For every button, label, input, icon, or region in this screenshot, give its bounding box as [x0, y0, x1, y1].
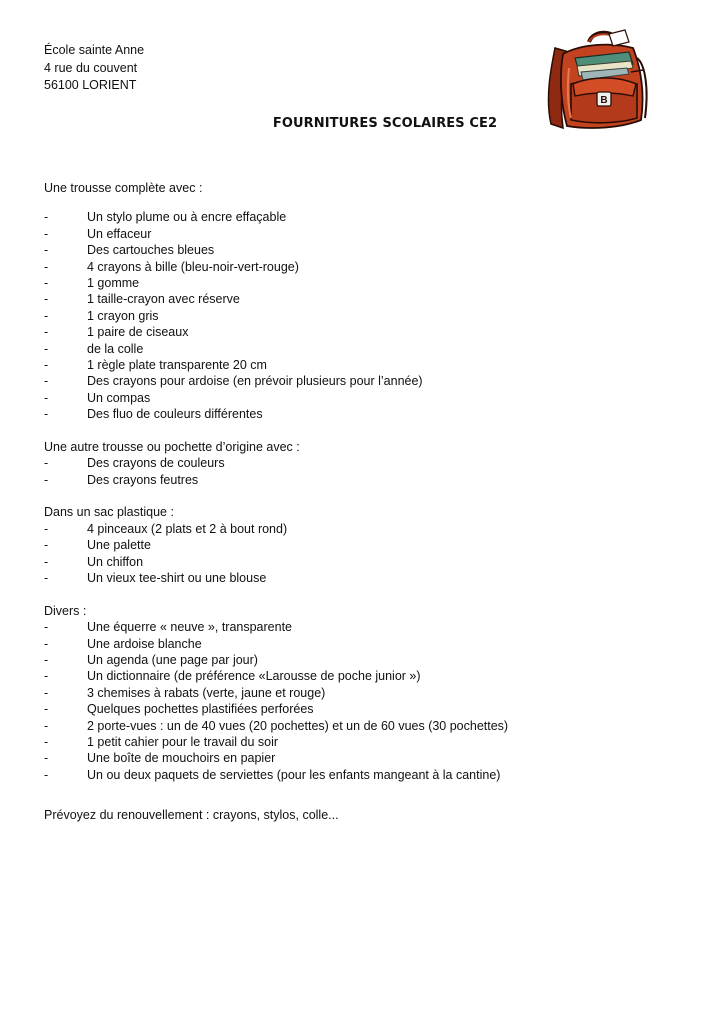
list-item-text: Quelques pochettes plastifiées perforées — [87, 702, 314, 717]
section-heading: Une trousse complète avec : — [44, 181, 203, 195]
list-item-text: 3 chemises à rabats (verte, jaune et rouge) — [87, 685, 326, 700]
list-item — [44, 685, 684, 701]
section-heading: Divers : — [44, 603, 87, 618]
bullet-dash: - — [44, 685, 49, 700]
list-item — [44, 209, 684, 225]
list-item — [44, 291, 684, 307]
list-item-text: 2 porte-vues : un de 40 vues (20 pochettes) et un de 60 vues (30 pochettes) — [87, 718, 509, 733]
list-item-text: 4 crayons à bille (bleu-noir-vert-rouge) — [87, 259, 299, 274]
list-item — [44, 308, 684, 324]
bullet-dash: - — [44, 456, 49, 471]
footer-note: Prévoyez du renouvellement : crayons, stylos, colle... — [44, 808, 339, 822]
list-item — [44, 652, 684, 668]
list-item — [44, 472, 684, 488]
address-city: 56100 LORIENT — [44, 78, 137, 92]
list-item-text: Une équerre « neuve », transparente — [87, 620, 292, 635]
bullet-dash: - — [44, 669, 49, 684]
list-item-text: 1 taille-crayon avec réserve — [87, 292, 240, 307]
bullet-dash: - — [44, 325, 49, 340]
list-item — [44, 750, 684, 766]
list-item-text: Un effaceur — [87, 226, 152, 241]
list-item-text: Un stylo plume ou à encre effaçable — [87, 210, 287, 225]
bag-clasp-letter: B — [600, 95, 608, 106]
list-item — [44, 718, 684, 734]
list-item — [44, 226, 684, 242]
list-section — [44, 439, 684, 488]
list-item — [44, 357, 684, 373]
list-item — [44, 390, 684, 406]
list-item-text: Des crayons de couleurs — [87, 456, 225, 471]
list-item-text: Un compas — [87, 390, 151, 405]
list-section — [44, 504, 684, 586]
bullet-dash: - — [44, 226, 49, 241]
list-section — [44, 180, 684, 422]
list-item — [44, 521, 684, 537]
list-item-text: Des fluo de couleurs différentes — [87, 407, 263, 422]
list-item — [44, 668, 684, 684]
list-item-text: de la colle — [87, 341, 144, 356]
bullet-dash: - — [44, 636, 49, 651]
list-item — [44, 767, 684, 783]
section-heading: Une autre trousse ou pochette d’origine avec : — [44, 439, 300, 454]
bullet-dash: - — [44, 292, 49, 307]
bullet-dash: - — [44, 702, 49, 717]
list-item-text: Un vieux tee-shirt ou une blouse — [87, 571, 267, 586]
list-item — [44, 341, 684, 357]
bullet-dash: - — [44, 734, 49, 749]
list-item — [44, 324, 684, 340]
list-item-text: Des cartouches bleues — [87, 243, 215, 258]
list-item — [44, 242, 684, 258]
list-item-text: Des crayons feutres — [87, 472, 199, 487]
bullet-dash: - — [44, 374, 49, 389]
bullet-dash: - — [44, 751, 49, 766]
bullet-dash: - — [44, 620, 49, 635]
list-section — [44, 603, 684, 783]
bullet-dash: - — [44, 341, 49, 356]
bullet-dash: - — [44, 472, 49, 487]
bullet-dash: - — [44, 718, 49, 733]
address-school-name: École sainte Anne — [44, 43, 145, 57]
list-item-text: Une ardoise blanche — [87, 636, 202, 651]
bullet-dash: - — [44, 521, 49, 536]
bullet-dash: - — [44, 390, 49, 405]
bullet-dash: - — [44, 357, 49, 372]
supply-list — [44, 180, 684, 800]
bullet-dash: - — [44, 767, 49, 782]
list-item — [44, 570, 684, 586]
list-item — [44, 734, 684, 750]
list-item-text: Des crayons pour ardoise (en prévoir plusieurs pour l’année) — [87, 374, 423, 389]
list-item — [44, 259, 684, 275]
bullet-dash: - — [44, 571, 49, 586]
page-title: FOURNITURES SCOLAIRES CE2 — [272, 116, 498, 131]
list-item — [44, 406, 684, 422]
list-item-text: 1 paire de ciseaux — [87, 325, 189, 340]
address-street: 4 rue du couvent — [44, 60, 138, 75]
list-item — [44, 636, 684, 652]
list-item-text: Un chiffon — [87, 554, 144, 569]
list-item-text: 1 gomme — [87, 275, 140, 290]
bullet-dash: - — [44, 210, 49, 225]
list-item — [44, 537, 684, 553]
list-item — [44, 619, 684, 635]
bullet-dash: - — [44, 653, 49, 667]
bullet-dash: - — [44, 308, 49, 323]
school-address — [44, 42, 144, 95]
list-item — [44, 373, 684, 389]
list-item — [44, 554, 684, 570]
list-item-text: 1 petit cahier pour le travail du soir — [87, 734, 279, 749]
list-item — [44, 275, 684, 291]
list-item-text: Un ou deux paquets de serviettes (pour les enfants mangeant à la cantine) — [87, 767, 501, 782]
list-item-text: Une palette — [87, 538, 151, 553]
list-item-text: Un dictionnaire (de préférence «Larousse de poche junior ») — [87, 669, 421, 684]
list-item-text: 1 crayon gris — [87, 308, 159, 323]
list-item-text: Un agenda (une page par jour) — [87, 653, 258, 667]
list-item-text: 1 règle plate transparente 20 cm — [87, 357, 267, 372]
bullet-dash: - — [44, 243, 49, 258]
list-item-text: Une boîte de mouchoirs en papier — [87, 751, 276, 766]
bullet-dash: - — [44, 407, 49, 422]
bullet-dash: - — [44, 259, 49, 274]
bullet-dash: - — [44, 538, 49, 553]
list-item-text: 4 pinceaux (2 plats et 2 à bout rond) — [87, 521, 288, 536]
section-heading: Dans un sac plastique : — [44, 505, 174, 520]
bullet-dash: - — [44, 275, 49, 290]
list-item — [44, 455, 684, 471]
list-item — [44, 701, 684, 717]
bullet-dash: - — [44, 554, 49, 569]
